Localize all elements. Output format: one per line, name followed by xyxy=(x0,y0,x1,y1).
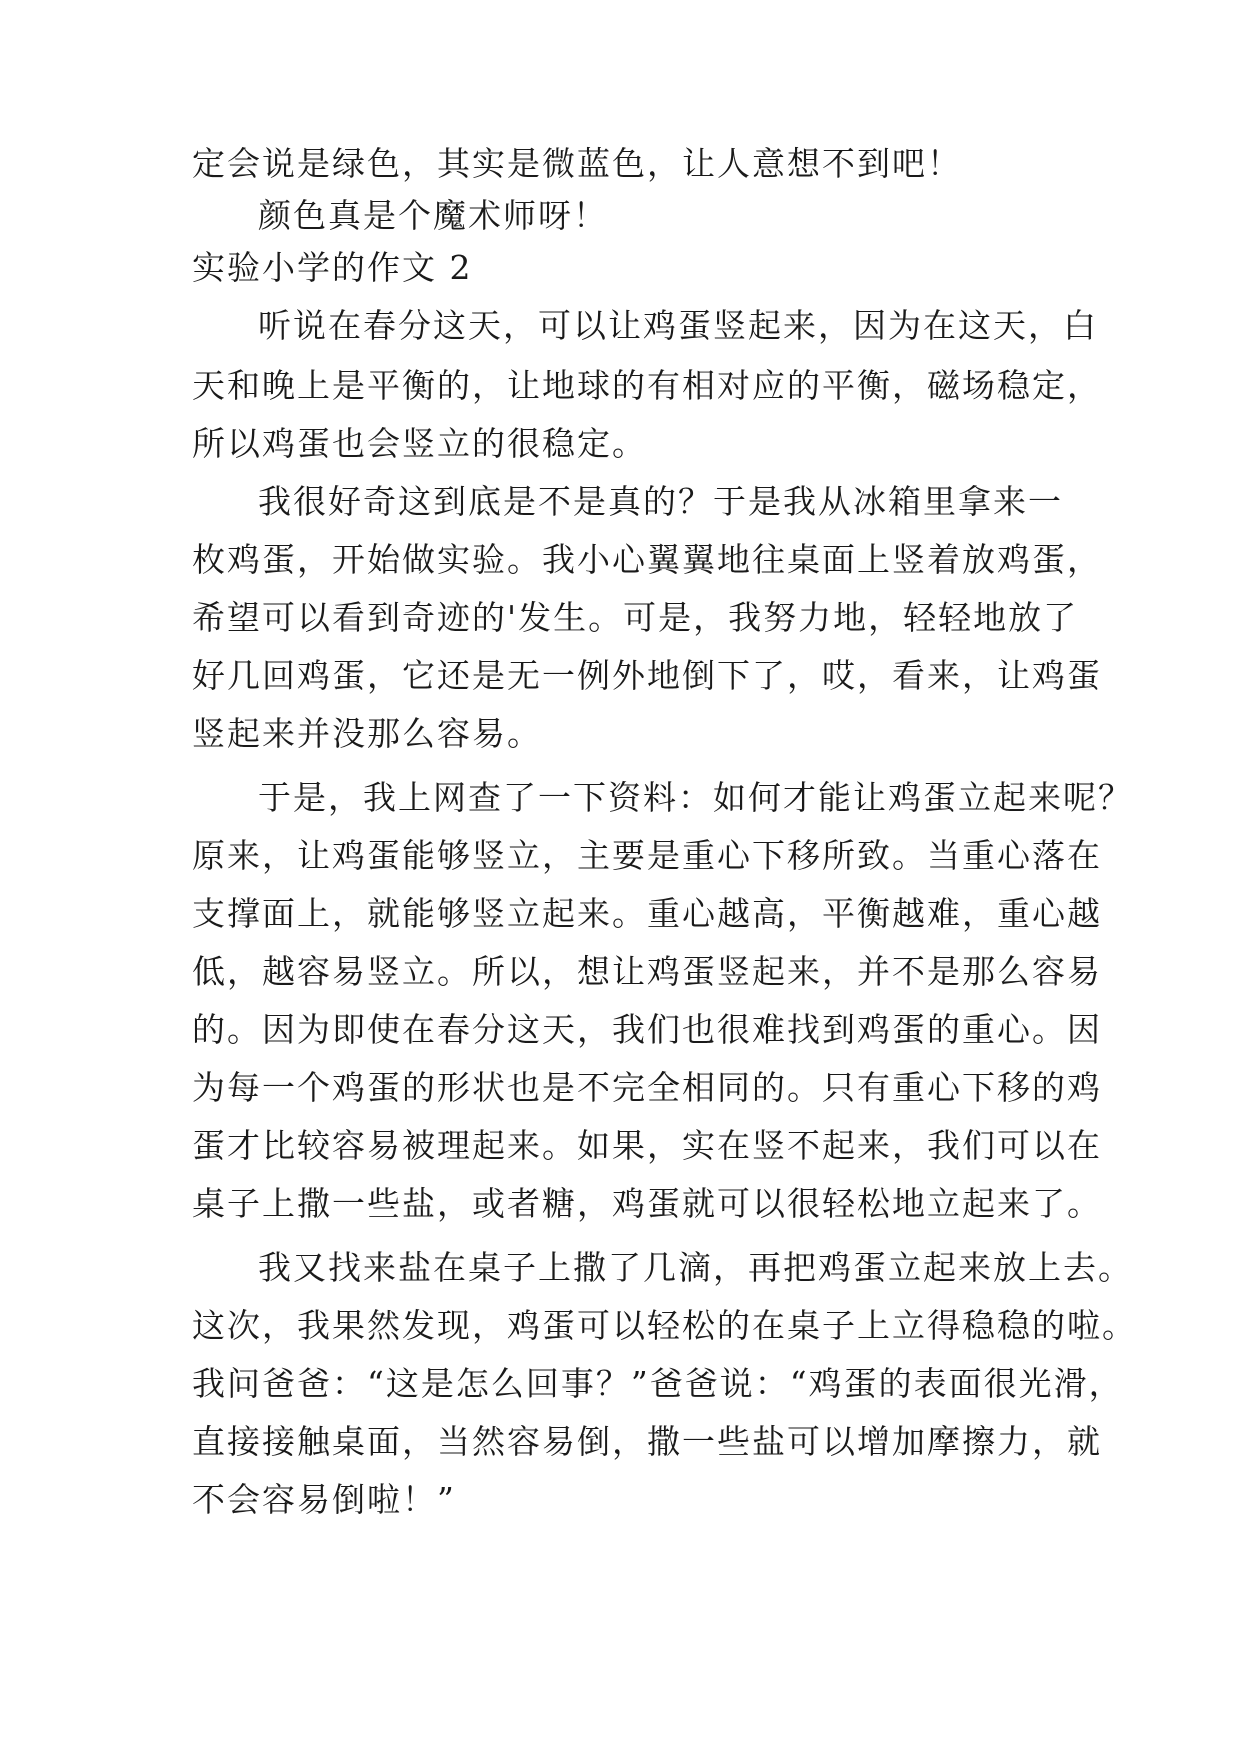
text-line: 这次，我果然发现，鸡蛋可以轻松的在桌子上立得稳稳的啦。 xyxy=(192,1306,1137,1345)
text-line: 竖起来并没那么容易。 xyxy=(192,714,542,753)
text-line: 我很好奇这到底是不是真的？于是我从冰箱里拿来一 xyxy=(258,482,1063,521)
text-line: 桌子上撒一些盐，或者糖，鸡蛋就可以很轻松地立起来了。 xyxy=(192,1184,1102,1223)
text-line: 低，越容易竖立。所以，想让鸡蛋竖起来，并不是那么容易 xyxy=(192,952,1102,991)
text-line: 为每一个鸡蛋的形状也是不完全相同的。只有重心下移的鸡 xyxy=(192,1068,1102,1107)
text-line: 支撑面上，就能够竖立起来。重心越高，平衡越难，重心越 xyxy=(192,894,1102,933)
text-line: 不会容易倒啦！” xyxy=(192,1480,456,1519)
text-line: 蛋才比较容易被理起来。如果，实在竖不起来，我们可以在 xyxy=(192,1126,1102,1165)
text-line: 听说在春分这天，可以让鸡蛋竖起来，因为在这天，白 xyxy=(258,306,1098,345)
text-line: 颜色真是个魔术师呀！ xyxy=(258,196,608,235)
text-line: 定会说是绿色，其实是微蓝色，让人意想不到吧！ xyxy=(192,144,962,183)
text-line: 的。因为即使在春分这天，我们也很难找到鸡蛋的重心。因 xyxy=(192,1010,1102,1049)
text-line: 直接接触桌面，当然容易倒，撒一些盐可以增加摩擦力，就 xyxy=(192,1422,1102,1461)
text-line: 我又找来盐在桌子上撒了几滴，再把鸡蛋立起来放上去。 xyxy=(258,1248,1133,1287)
text-line: 原来，让鸡蛋能够竖立，主要是重心下移所致。当重心落在 xyxy=(192,836,1102,875)
text-line: 枚鸡蛋，开始做实验。我小心翼翼地往桌面上竖着放鸡蛋， xyxy=(192,540,1102,579)
section-heading: 实验小学的作文 2 xyxy=(192,248,473,287)
text-line: 于是，我上网查了一下资料：如何才能让鸡蛋立起来呢？ xyxy=(258,778,1133,817)
text-line: 天和晚上是平衡的，让地球的有相对应的平衡，磁场稳定， xyxy=(192,366,1102,405)
text-line: 好几回鸡蛋，它还是无一例外地倒下了，哎，看来，让鸡蛋 xyxy=(192,656,1102,695)
text-line: 我问爸爸：“这是怎么回事？”爸爸说：“鸡蛋的表面很光滑， xyxy=(192,1364,1124,1403)
text-line: 希望可以看到奇迹的'发生。可是，我努力地，轻轻地放了 xyxy=(192,598,1079,637)
text-line: 所以鸡蛋也会竖立的很稳定。 xyxy=(192,424,647,463)
